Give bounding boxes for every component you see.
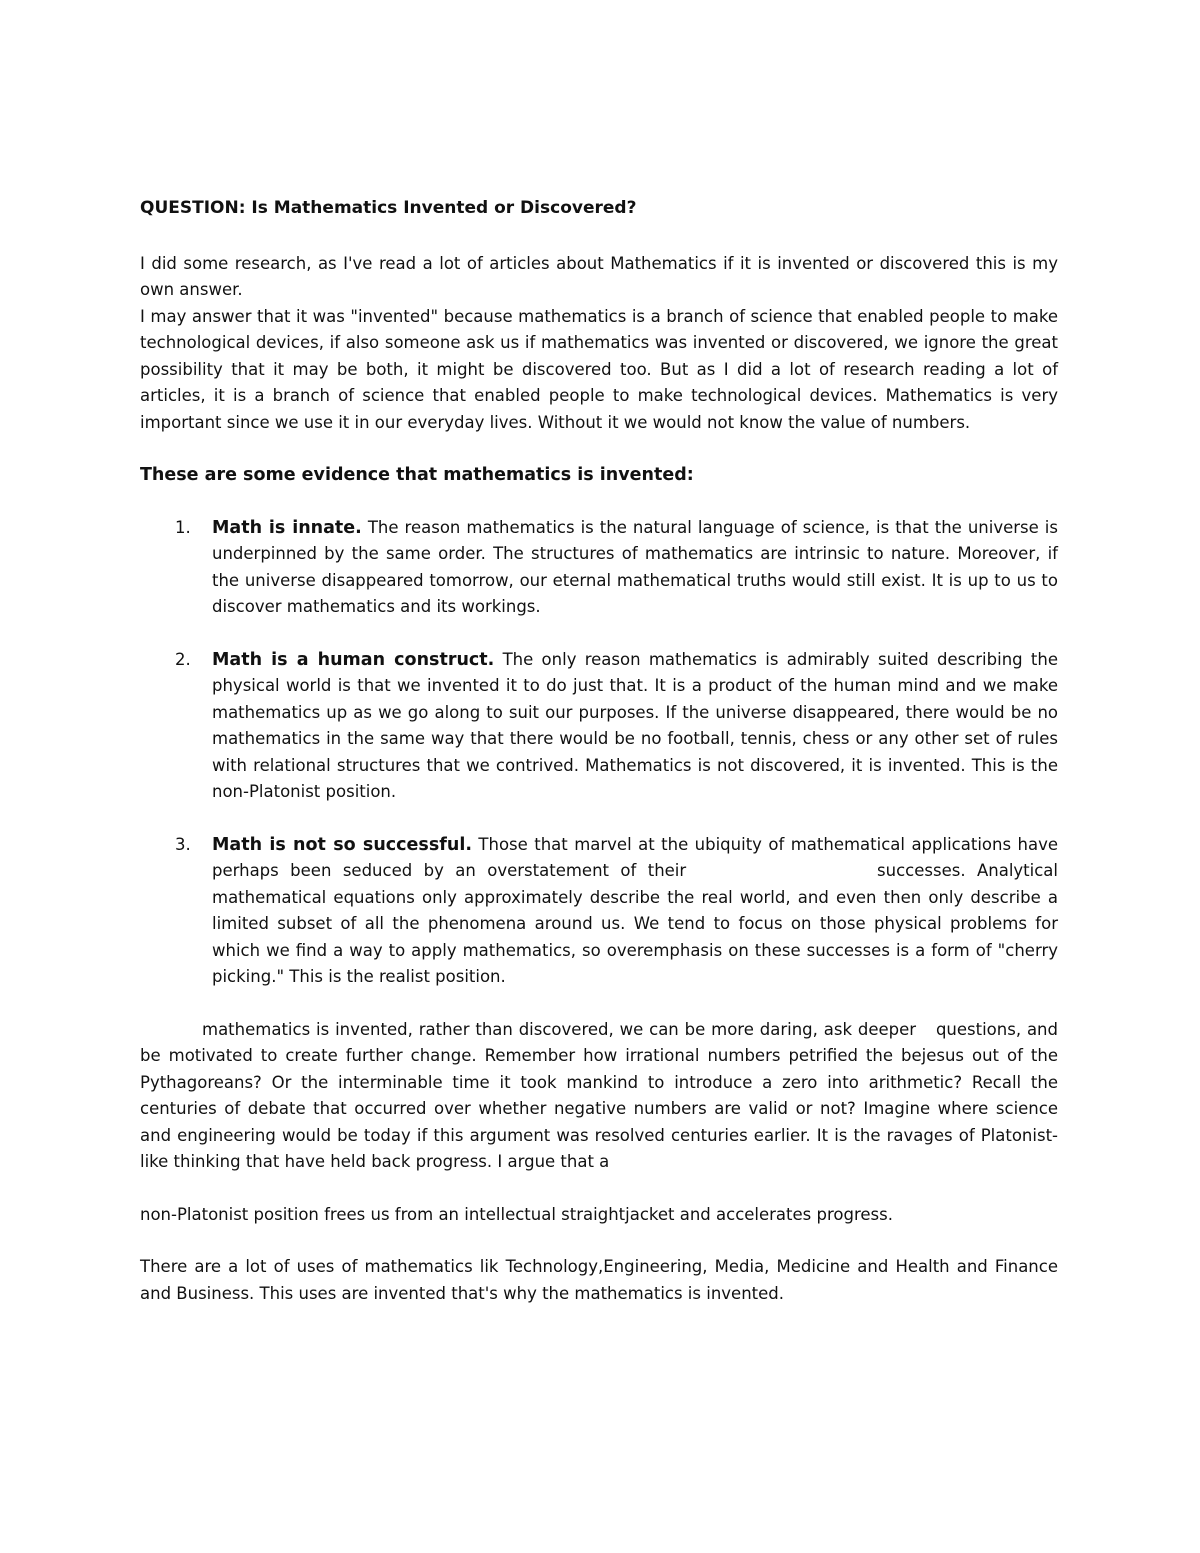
evidence-text: The only reason mathematics is admirably suited describing the physical world is that we invented it to do just that. It is a product of the human mind and we make mathematics up as we go along to suit our purposes. If the universe disappeared, there would be no mathematics in the same way that there would be no football, tennis, chess or any other set of rules with relational structures that we contrived. Mathematics is not discovered, it is invented. This is the non-Platonist position. <box>212 649 1058 801</box>
spacer <box>140 1228 1058 1254</box>
evidence-title: Math is a human construct. <box>212 649 495 670</box>
evidence-title: Math is not so successful. <box>212 834 472 855</box>
evidence-number: 3. <box>175 834 191 854</box>
evidence-text: The reason mathematics is the natural language of science, is that the universe is underpinned by the same order. The structures of mathematics are intrinsic to nature. Moreover, if the universe disappeared tomorrow, our eternal mathematical truths would still exist. It is up to us to discover mathematics and its workings. <box>212 517 1058 616</box>
evidence-number: 2. <box>175 649 191 669</box>
document-title: QUESTION: Is Mathematics Invented or Discovered? <box>140 198 637 218</box>
evidence-item-2 <box>140 647 1058 806</box>
intro-paragraph-1: I did some research, as I've read a lot of articles about Mathematics if it is invented or discovered this is my own answer. <box>140 253 1058 299</box>
document-body <box>140 195 1058 1307</box>
evidence-text: Those that marvel at the ubiquity of mathematical applications have perhaps been seduced by an overstatement of their <box>212 834 1058 880</box>
closing-text-a: mathematics is invented, rather than discovered, we can be more daring, ask deeper <box>202 1019 917 1039</box>
closing-paragraph-1 <box>140 1017 1058 1176</box>
closing-text-b: questions, and be motivated to create further change. Remember how irrational numbers petrified the bejesus out of the Pythagoreans? Or the interminable time it took mankind to introduce a zero into arithmetic? Recall the centuries of debate that occurred over whether negative numbers are valid or not? Imagine where science and engineering would be today if this argument was resolved centuries earlier. It is the ravages of Platonist-like thinking that have held back progress. I argue that a <box>140 1019 1058 1171</box>
intro-paragraph-2: I may answer that it was "invented" because mathematics is a branch of science that enabled people to make technological devices, if also someone ask us if mathematics was invented or discovered, we ignore the great possibility that it may be both, it might be discovered too. But as I did a lot of research reading a lot of articles, it is a branch of science that enabled people to make technological devices. Mathematics is very important since we use it in our everyday lives. Without it we would not know the value of numbers. <box>140 306 1058 432</box>
evidence-text-continued: successes. Analytical mathematical equations only approximately describe the real world, and even then only describe a limited subset of all the phenomena around us. We tend to focus on those physical problems for which we find a way to apply mathematics, so overemphasis on these successes is a form of "cherry picking." This is the realist position. <box>212 861 1059 986</box>
evidence-item-3 <box>140 832 1058 991</box>
evidence-heading: These are some evidence that mathematics is invented: <box>140 465 694 485</box>
evidence-title: Math is innate. <box>212 517 362 538</box>
evidence-list <box>140 515 1058 991</box>
spacer <box>140 1176 1058 1202</box>
spacer <box>140 436 1058 462</box>
closing-paragraph-3: There are a lot of uses of mathematics lik Technology,Engineering, Media, Medicine and Health and Finance and Business. This uses are invented that's why the mathematics is invented. <box>140 1257 1058 1303</box>
closing-paragraph-2: non-Platonist position frees us from an intellectual straightjacket and accelerates progress. <box>140 1204 893 1224</box>
evidence-number: 1. <box>175 517 191 537</box>
evidence-item-1 <box>140 515 1058 621</box>
